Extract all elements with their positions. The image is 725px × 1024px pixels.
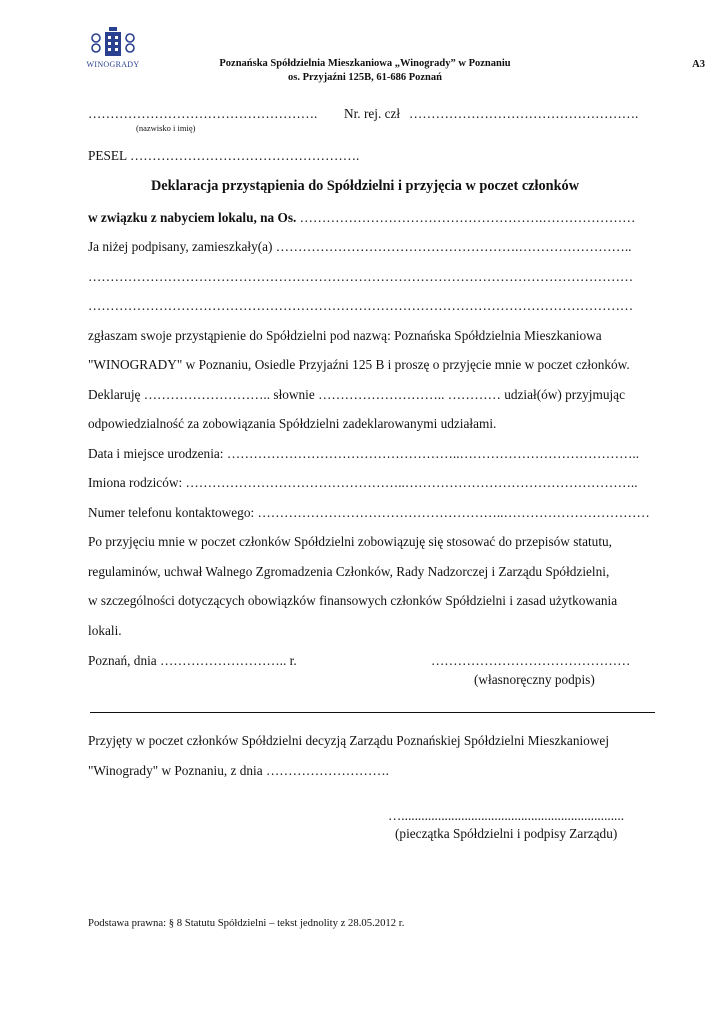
estate-field[interactable]: ……………………………………………….…………………	[299, 210, 636, 225]
admission-date-line[interactable]: "Winogrady" w Poznaniu, z dnia ……………………….	[88, 763, 389, 778]
shares-declaration-line[interactable]: Deklaruję ……………………….. słownie ……………………….. ………… udział(ów) przyjmując	[88, 387, 625, 402]
birth-date-place-line[interactable]: Data i miejsce urodzenia: ……………………………………………..…………………………………..	[88, 446, 640, 461]
pesel-label: PESEL	[88, 148, 128, 163]
board-signature-field[interactable]: …...................................................................	[388, 808, 625, 823]
logo-emblem-icon	[82, 26, 144, 60]
reg-number-field[interactable]: …………………………………………….	[409, 106, 639, 121]
body-line: odpowiedzialność za zobowiązania Spółdzielni zadeklarowanymi udziałami.	[88, 416, 497, 431]
signature-caption: (własnoręczny podpis)	[474, 672, 595, 687]
pesel-field[interactable]: …………………………………………….	[130, 148, 360, 163]
body-line: regulaminów, uchwał Walnego Zgromadzenia Członków, Rady Nadzorczej i Zarządu Spółdzielni,	[88, 564, 610, 579]
section-divider	[90, 712, 655, 713]
estate-label: w związku z nabyciem lokalu, na Os.	[88, 210, 297, 225]
board-signature-caption: (pieczątka Spółdzielni i podpisy Zarządu)	[395, 826, 618, 841]
body-line: "WINOGRADY" w Poznaniu, Osiedle Przyjaźni 125 B i proszę o przyjęcie mnie w poczet członków.	[88, 357, 630, 372]
legal-basis: Podstawa prawna: § 8 Statutu Spółdzielni – tekst jednolity z 28.05.2012 r.	[88, 917, 405, 929]
admission-line: Przyjęty w poczet członków Spółdzielni decyzją Zarządu Poznańskiej Spółdzielni Mieszkaniowej	[88, 733, 610, 748]
form-code: A3	[692, 59, 705, 70]
body-line: lokali.	[88, 623, 122, 638]
logo-text: WINOGRADY	[86, 60, 140, 69]
phone-number-line[interactable]: Numer telefonu kontaktowego: ………………………………………………..……………………………	[88, 505, 650, 520]
document-title: Deklaracja przystąpienia do Spółdzielni i przyjęcia w poczet członków	[150, 178, 580, 194]
body-line: Po przyjęciu mnie w poczet członków Spółdzielni zobowiązuję się stosować do przepisów statutu,	[88, 534, 612, 549]
blank-line-1[interactable]: ……………………………………………………………………………………………………………	[88, 269, 634, 284]
body-line: zgłaszam swoje przystąpienie do Spółdzielni pod nazwą: Poznańska Spółdzielnia Mieszkaniowa	[88, 328, 602, 343]
place-date-field[interactable]: Poznań, dnia ……………………….. r.	[88, 653, 297, 668]
blank-line-2[interactable]: ……………………………………………………………………………………………………………	[88, 298, 634, 313]
organization-name: Poznańska Spółdzielnia Mieszkaniowa „Winogrady” w Poznaniu	[219, 58, 511, 69]
residence-line[interactable]: Ja niżej podpisany, zamieszkały(a) ……………………………………………….……………………..	[88, 239, 632, 254]
name-field[interactable]: …………………………………………….	[88, 106, 318, 121]
parents-names-line[interactable]: Imiona rodziców: …………………………………………..……………………………………………..	[88, 475, 638, 490]
name-caption: (nazwisko i imię)	[136, 123, 196, 133]
organization-address: os. Przyjaźni 125B, 61-686 Poznań	[288, 72, 442, 83]
body-line-estate	[88, 210, 635, 226]
reg-number-label: Nr. rej. czł	[344, 106, 401, 121]
signature-field[interactable]: ………………………………………	[431, 653, 631, 668]
body-line: w szczególności dotyczących obowiązków finansowych członków Spółdzielni i zasad użytkowania	[88, 593, 618, 608]
